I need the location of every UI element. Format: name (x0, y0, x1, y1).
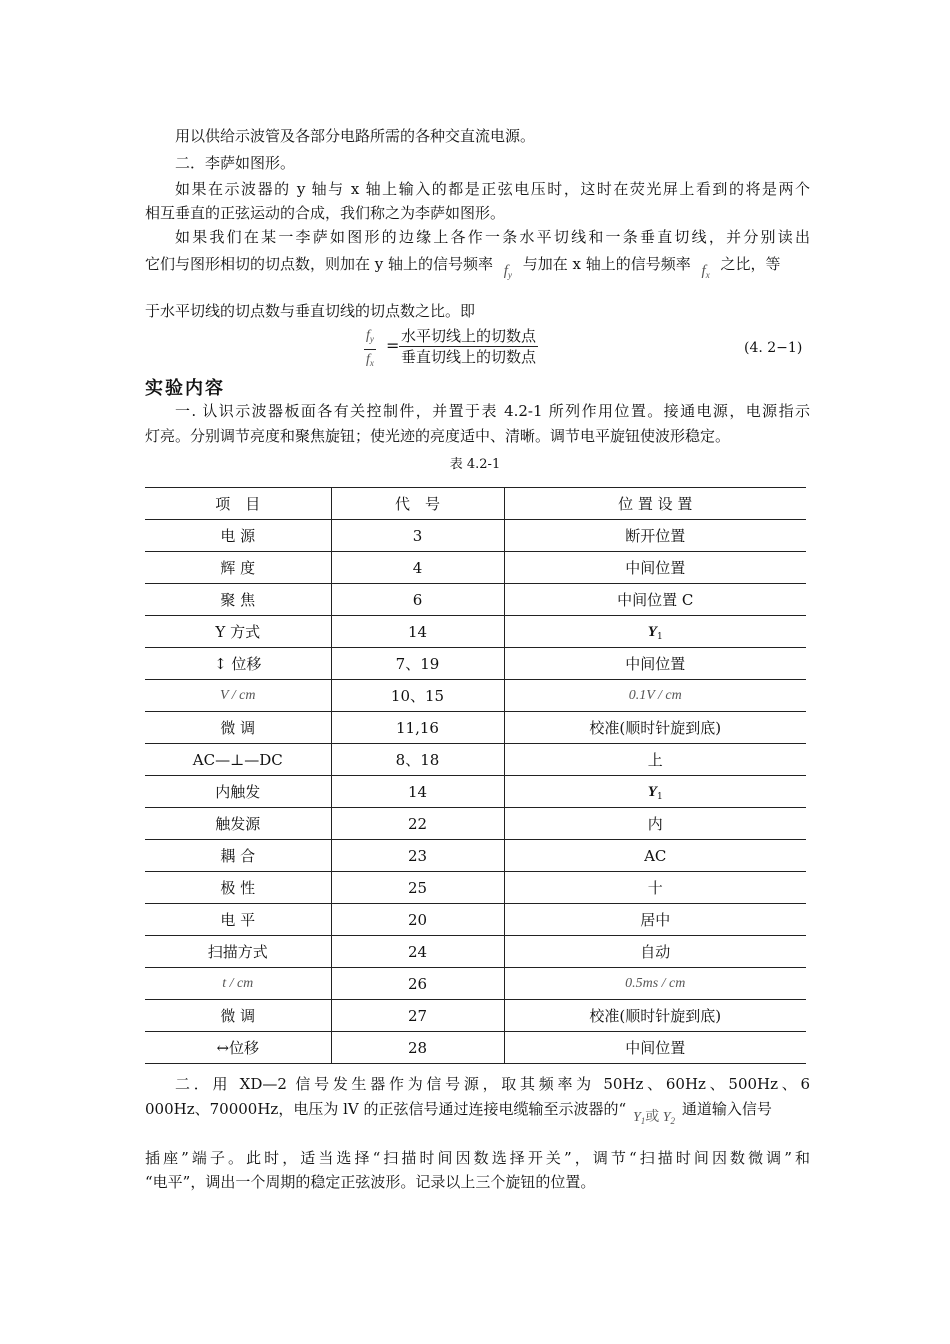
paragraph-step2b (145, 1098, 810, 1125)
paragraph-lissajous-2c: 于水平切线的切点数与垂直切线的切点数之比。即 (145, 302, 476, 320)
table-row (145, 648, 806, 680)
table-cell: AC (504, 840, 806, 872)
paragraph-lissajous-1a: 如果在示波器的 y 轴与 x 轴上输入的都是正弦电压时，这时在荧光屏上看到的将是两个 (175, 180, 810, 198)
table-cell: 电 平 (145, 904, 331, 936)
table-cell: 11,16 (331, 712, 504, 744)
table-cell: 十 (504, 872, 806, 904)
table-cell: 10、15 (331, 680, 504, 712)
symbol-f: f (503, 263, 508, 279)
table-cell: 中间位置 C (504, 584, 806, 616)
table-cell: 内 (504, 808, 806, 840)
paragraph-step2c: 插座”端子。此时，适当选择“扫描时间因数选择开关”，调节“扫描时间因数微调”和 (145, 1149, 810, 1167)
table-row (145, 1000, 806, 1032)
symbol-y: Y (647, 783, 657, 800)
table-cell: 中间位置 (504, 552, 806, 584)
table-row (145, 776, 806, 808)
table-cell: 25 (331, 872, 504, 904)
table-cell: 中间位置 (504, 1032, 806, 1064)
table-cell: 极 性 (145, 872, 331, 904)
table-cell: 27 (331, 1000, 504, 1032)
table-cell: 24 (331, 936, 504, 968)
table-cell: 14 (331, 616, 504, 648)
table-row (145, 680, 806, 712)
table-cell: 20 (331, 904, 504, 936)
table-cell: 中间位置 (504, 648, 806, 680)
section-title: 实验内容 (145, 378, 225, 399)
table-header-cell: 位 置 设 置 (504, 488, 806, 520)
table-row (145, 584, 806, 616)
table-cell: 8、18 (331, 744, 504, 776)
equation-lhs (364, 326, 376, 373)
symbol-or: 或 (645, 1109, 660, 1125)
table-cell: 居中 (504, 904, 806, 936)
table-row (145, 904, 806, 936)
equation-rhs (399, 326, 538, 367)
table-row (145, 552, 806, 584)
equation-lhs-numerator (364, 326, 376, 350)
equation-rhs-denominator: 垂直切线上的切数点 (401, 348, 537, 366)
text-fragment: 通道输入信号 (681, 1100, 772, 1118)
equation-equals: = (386, 336, 400, 355)
paragraph-power-supply: 用以供给示波管及各部分电路所需的各种交直流电源。 (175, 127, 536, 145)
symbol-y: Y (632, 1110, 641, 1125)
table-cell: 微 调 (145, 1000, 331, 1032)
table-cell: 内触发 (145, 776, 331, 808)
table-cell: 4 (331, 552, 504, 584)
table-row (145, 616, 806, 648)
table-row (145, 744, 806, 776)
equation-rhs-numerator: 水平切线上的切数点 (401, 327, 537, 345)
paragraph-step1a: 一. 认识示波器板面各有关控制件，并置于表 4.2-1 所列作用位置。接通电源，电源指示 (175, 402, 810, 420)
symbol-f: f (366, 352, 370, 367)
text-fragment: 之比，等 (720, 255, 781, 273)
paragraph-step2d: “电平”，调出一个周期的稳定正弦波形。记录以上三个旋钮的位置。 (145, 1173, 596, 1191)
symbol-sub-1: 1 (656, 791, 663, 802)
table-row (145, 1032, 806, 1064)
table-cell: 0.5ms / cm (504, 968, 806, 1000)
heading-lissajous: 二．李萨如图形。 (175, 154, 296, 172)
equation-lhs-denominator (364, 350, 376, 373)
text-fragment: 与加在 x 轴上的信号频率 (522, 255, 691, 273)
table-row (145, 872, 806, 904)
paragraph-lissajous-1b: 相互垂直的正弦运动的合成，我们称之为李萨如图形。 (145, 204, 506, 222)
settings-table (145, 487, 806, 1064)
table-cell: 22 (331, 808, 504, 840)
table-cell: t / cm (145, 968, 331, 1000)
table-header-cell: 项 目 (145, 488, 331, 520)
table-row (145, 968, 806, 1000)
table-cell: 断开位置 (504, 520, 806, 552)
table-cell: 0.1V / cm (504, 680, 806, 712)
table-cell: 自动 (504, 936, 806, 968)
table-header-cell: 代 号 (331, 488, 504, 520)
table-cell: 辉 度 (145, 552, 331, 584)
table-cell: Y 方式 (145, 616, 331, 648)
table-cell: ↕ 位移 (145, 648, 331, 680)
text-fragment: 它们与图形相切的切点数，则加在 y 轴上的信号频率 (145, 255, 494, 273)
table-cell: 校准(顺时针旋到底) (504, 712, 806, 744)
table-cell: 3 (331, 520, 504, 552)
paragraph-step2a: 二．用 XD—2 信号发生器作为信号源，取其频率为 50Hz、60Hz、500Hz、6 (175, 1075, 810, 1093)
table-cell: 26 (331, 968, 504, 1000)
table-cell: 聚 焦 (145, 584, 331, 616)
symbol-sub-x: x (705, 270, 710, 280)
table-cell: 电 源 (145, 520, 331, 552)
symbol-f: f (366, 328, 370, 343)
table-row (145, 808, 806, 840)
table-cell: 14 (331, 776, 504, 808)
table-cell: 7、19 (331, 648, 504, 680)
symbol-sub-y: y (507, 270, 512, 280)
table-cell: ↔位移 (145, 1032, 331, 1064)
symbol-fy (504, 260, 512, 286)
table-row (145, 712, 806, 744)
table-cell: 耦 合 (145, 840, 331, 872)
symbol-y: Y (662, 1110, 671, 1125)
symbol-fx (702, 260, 710, 286)
table-caption: 表 4.2-1 (449, 457, 501, 472)
table-cell: 上 (504, 744, 806, 776)
table-row (145, 936, 806, 968)
table-cell: 28 (331, 1032, 504, 1064)
symbol-sub-2: 2 (670, 1116, 676, 1126)
table-cell (504, 776, 806, 808)
table-cell (504, 616, 806, 648)
table-row (145, 520, 806, 552)
table-cell: 23 (331, 840, 504, 872)
table-cell: 扫描方式 (145, 936, 331, 968)
table-row (145, 840, 806, 872)
table-cell: AC—⊥—DC (145, 744, 331, 776)
symbol-sub-1: 1 (656, 631, 663, 642)
text-fragment: 000Hz、70000Hz，电压为 lV 的正弦信号通过连接电缆输至示波器的“ (145, 1100, 627, 1118)
table-cell: 触发源 (145, 808, 331, 840)
symbol-y1-or-y2 (633, 1106, 675, 1132)
symbol-sub-x: x (369, 358, 374, 368)
symbol-y: Y (647, 623, 657, 640)
table-cell: 微 调 (145, 712, 331, 744)
table-cell: V / cm (145, 680, 331, 712)
table-cell: 6 (331, 584, 504, 616)
table-cell: 校准(顺时针旋到底) (504, 1000, 806, 1032)
table-header-row (145, 488, 806, 520)
symbol-sub-1: 1 (640, 1116, 646, 1126)
equation-number: (4. 2−1) (744, 340, 803, 356)
paragraph-lissajous-2b (145, 253, 810, 280)
paragraph-lissajous-2a: 如果我们在某一李萨如图形的边缘上各作一条水平切线和一条垂直切线，并分别读出 (175, 228, 810, 246)
symbol-sub-y: y (369, 334, 374, 344)
paragraph-step1b: 灯亮。分别调节亮度和聚焦旋钮；使光迹的亮度适中、清晰。调节电平旋钮使波形稳定。 (145, 427, 731, 445)
symbol-f: f (701, 263, 706, 279)
